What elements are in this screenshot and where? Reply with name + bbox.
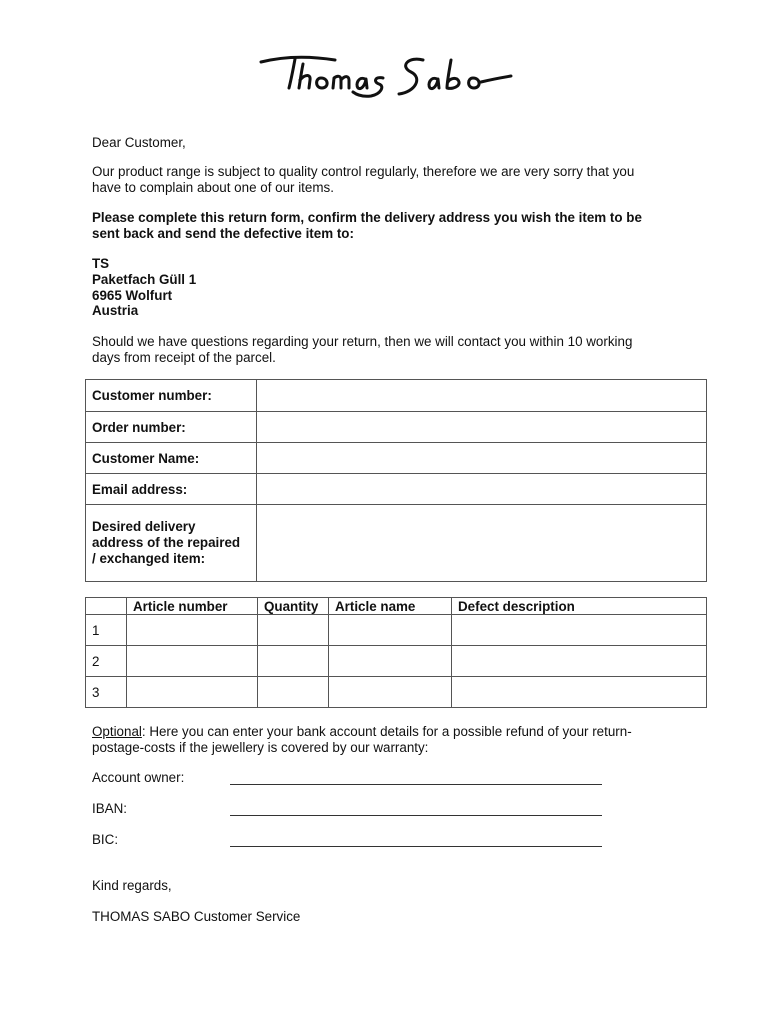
table-row — [86, 380, 707, 412]
customer-number-label: Customer number: — [86, 380, 257, 412]
optional-text: : Here you can enter your bank account details for a possible refund of your return- — [141, 724, 632, 739]
address-line-3: 6965 Wolfurt — [92, 288, 173, 303]
customer-name-label: Customer Name: — [86, 443, 257, 474]
delivery-address-label-line-1: Desired delivery — [92, 519, 196, 534]
intro-line-2: have to complain about one of our items. — [92, 180, 334, 195]
iban-line[interactable] — [230, 802, 602, 816]
article-name-cell[interactable] — [329, 646, 452, 677]
article-name-cell[interactable] — [329, 615, 452, 646]
article-name-header: Article name — [329, 598, 452, 615]
address-line-4: Austria — [92, 303, 139, 318]
email-address-field[interactable] — [257, 474, 707, 505]
table-row — [86, 646, 707, 677]
email-address-label: Email address: — [86, 474, 257, 505]
quantity-cell[interactable] — [258, 615, 329, 646]
table-row — [86, 505, 707, 582]
account-owner-label: Account owner: — [92, 770, 185, 785]
customer-name-field[interactable] — [257, 443, 707, 474]
defect-description-cell[interactable] — [452, 677, 707, 708]
defect-description-cell[interactable] — [452, 646, 707, 677]
row-index: 1 — [86, 615, 127, 646]
intro-line-1: Our product range is subject to quality control regularly, therefore we are very sorry that you — [92, 164, 635, 179]
signature: THOMAS SABO Customer Service — [92, 909, 301, 924]
order-number-label: Order number: — [86, 412, 257, 443]
instruction-line-1: Please complete this return form, confirm the delivery address you wish the item to be — [92, 210, 642, 225]
defect-description-cell[interactable] — [452, 615, 707, 646]
kind-regards: Kind regards, — [92, 878, 172, 893]
article-table — [85, 597, 707, 708]
bic-label: BIC: — [92, 832, 119, 847]
index-header — [86, 598, 127, 615]
contact-line-2: days from receipt of the parcel. — [92, 350, 276, 365]
article-number-cell[interactable] — [127, 646, 258, 677]
quantity-header: Quantity — [258, 598, 329, 615]
table-row — [86, 474, 707, 505]
customer-number-field[interactable] — [257, 380, 707, 412]
table-row — [86, 677, 707, 708]
account-owner-line[interactable] — [230, 771, 602, 785]
table-row — [86, 412, 707, 443]
address-line-1: TS — [92, 256, 110, 271]
greeting: Dear Customer, — [92, 135, 186, 150]
quantity-cell[interactable] — [258, 646, 329, 677]
contact-line-1: Should we have questions regarding your return, then we will contact you within 10 working — [92, 334, 633, 349]
row-index: 3 — [86, 677, 127, 708]
article-number-header: Article number — [127, 598, 258, 615]
optional-line-2: postage-costs if the jewellery is covered by our warranty: — [92, 740, 429, 755]
address-line-2: Paketfach Güll 1 — [92, 272, 197, 287]
quantity-cell[interactable] — [258, 677, 329, 708]
row-index: 2 — [86, 646, 127, 677]
article-number-cell[interactable] — [127, 677, 258, 708]
defect-description-header: Defect description — [452, 598, 707, 615]
delivery-address-label-line-3: / exchanged item: — [92, 551, 206, 566]
delivery-address-label — [86, 505, 257, 582]
bic-line[interactable] — [230, 833, 602, 847]
thomas-sabo-logo — [255, 48, 517, 104]
article-number-cell[interactable] — [127, 615, 258, 646]
iban-label: IBAN: — [92, 801, 127, 816]
optional-label: Optional — [92, 724, 142, 739]
article-name-cell[interactable] — [329, 677, 452, 708]
delivery-address-field[interactable] — [257, 505, 707, 582]
table-row — [86, 443, 707, 474]
table-header-row — [86, 598, 707, 615]
table-row — [86, 615, 707, 646]
customer-details-table — [85, 379, 707, 582]
optional-line-1 — [92, 724, 632, 740]
instruction-line-2: sent back and send the defective item to: — [92, 226, 354, 241]
order-number-field[interactable] — [257, 412, 707, 443]
delivery-address-label-line-2: address of the repaired — [92, 535, 241, 550]
